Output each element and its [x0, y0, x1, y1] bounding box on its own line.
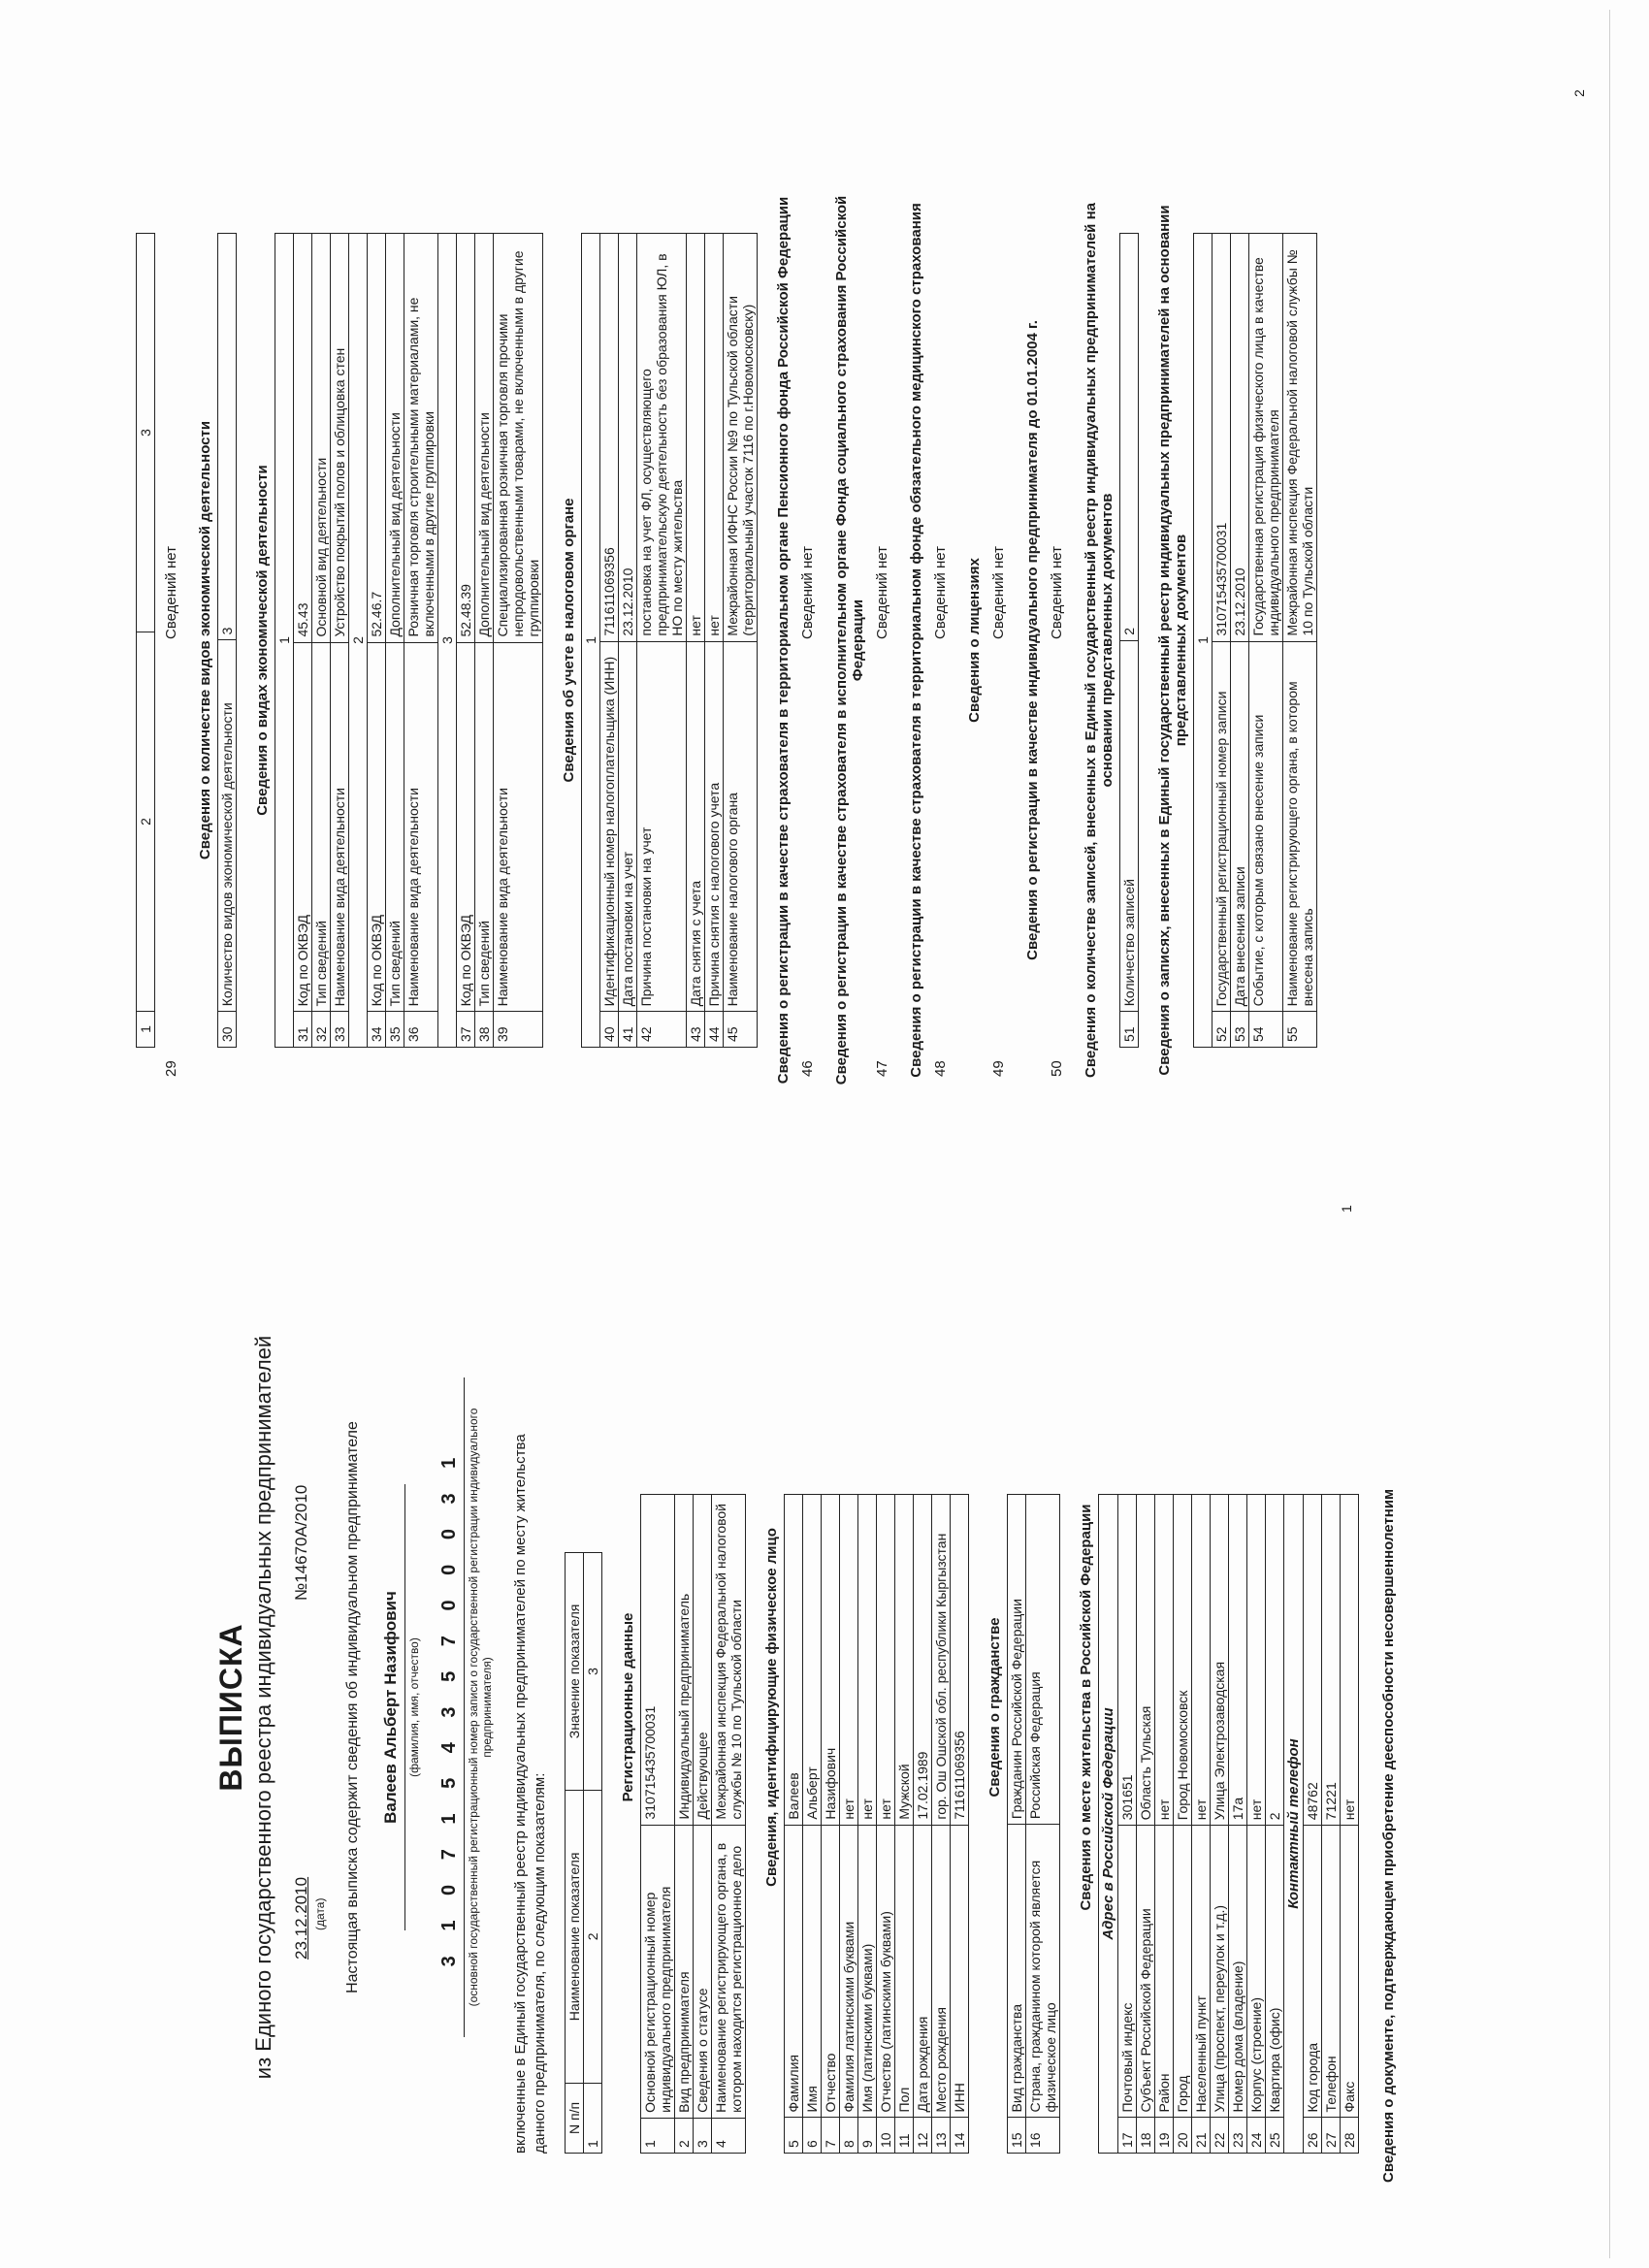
table-row: 25 Квартира (офис) 2 — [1265, 1495, 1283, 2154]
table-row: 52 Государственный регистрационный номер записи 310715435700031 — [1212, 234, 1231, 1048]
section-title-before-2004: Сведения о регистрации в качестве индивидуального предпринимателя до 01.01.2004 г. — [1024, 320, 1041, 960]
table-row: 53 Дата внесения записи 23.12.2010 — [1231, 234, 1249, 1048]
group-header: 1 — [1194, 234, 1212, 1048]
table-row: 5 Фамилия Валеев — [784, 1495, 802, 2154]
header-col-2: 2 — [137, 632, 155, 1012]
group-header: 1 — [582, 234, 600, 1048]
registration-table — [640, 1494, 746, 2154]
name-underline — [404, 1484, 405, 1930]
table-row: 40 Идентификационный номер налогоплательщика (ИНН) 711611069356 — [600, 234, 619, 1048]
records-table — [1193, 233, 1317, 1048]
row-46: 46 Сведений нет — [799, 546, 816, 1077]
row-48: 48 Сведений нет — [932, 546, 949, 1077]
table-row: 3 Сведения о статусе Действующее — [693, 1495, 711, 2154]
entrepreneur-name: Валеев Альберт Назифович — [381, 1591, 400, 1824]
table-row: 1 Основной регистрационный номер индивидуального предпринимателя 310715435700031 — [640, 1495, 674, 2154]
table-row: 9 Имя (латинскими буквами) нет — [857, 1495, 876, 2154]
table-row: 43 Дата снятия с учета нет — [687, 234, 705, 1048]
table-row: 6 Имя Альберт — [802, 1495, 821, 2154]
section-title-citizenship: Сведения о гражданстве — [986, 1617, 1003, 1798]
table-row: 21 Населенный пункт нет — [1191, 1495, 1210, 2154]
table-row: 8 Фамилия латинскими буквами нет — [839, 1495, 857, 2154]
legend-num-3: 3 — [583, 1553, 601, 1791]
date-row — [292, 1193, 337, 2221]
group-header: 3 — [438, 234, 457, 1048]
table-row: 35 Тип сведений Дополнительный вид деятельности — [386, 234, 404, 1048]
section-title-activities: Сведения о видах экономической деятельности — [254, 465, 271, 816]
table-row: 22 Улица (проспект, переулок и т.д.) Улица Электрозаводская — [1210, 1495, 1228, 2154]
table-row: 11 Пол Мужской — [894, 1495, 913, 2154]
section-title-medical: Сведения о регистрации в качестве страхователя в территориальном фонде обязательного медицинского страхования — [908, 203, 924, 1078]
table-row: 13 Место рождения гор. Ош Ошской обл. республики Кыргызстан — [931, 1495, 950, 2154]
header-col-3: 3 — [137, 234, 155, 632]
table-row: 42 Причина постановки на учет постановка на учет ФЛ, осуществляющего предпринимательскую деятельность без образования ЮЛ, в НО по месту жительства — [637, 234, 687, 1048]
row-47: 47 Сведений нет — [874, 546, 890, 1077]
section-title-registration: Регистрационные данные — [619, 1612, 636, 1802]
table-row: 39 Наименование вида деятельности Специализированная розничная торговля прочими непродовольственными товарами, не включенными в другие группировки — [494, 234, 543, 1048]
table-subheader: Контактный телефон — [1283, 1495, 1303, 2154]
section-title-licenses: Сведения о лицензиях — [966, 558, 983, 723]
document-number: №14670А/2010 — [292, 1484, 310, 1601]
table-row: 33 Наименование вида деятельности Устройство покрытий полов и облицовка стен — [331, 234, 349, 1048]
table-row: 36 Наименование вида деятельности Розничная торговля строительными материалами, не включенными в другие группировки — [404, 234, 438, 1048]
section-title-person: Сведения, идентифицирующие физическое лицо — [762, 1528, 780, 1887]
table-row: 51 Количество записей 2 — [1120, 234, 1139, 1048]
rotated-spread — [68, 58, 1600, 2221]
tax-table — [581, 233, 758, 1048]
document-subtitle: из Единого государственного реестра индивидуальных предпринимателей — [251, 1335, 275, 2080]
row-50: 50 Сведений нет — [1049, 546, 1065, 1077]
section-title-social: Сведения о регистрации в качестве страхователя в исполнительном органе Фонда социального страхования Российской Федерации — [833, 195, 866, 1085]
activity-count-table — [217, 233, 237, 1048]
table-row: 30 Количество видов экономической деятельности 3 — [218, 234, 237, 1048]
table-row: 24 Корпус (строение) нет — [1246, 1495, 1265, 2154]
records-count-table — [1119, 233, 1139, 1048]
name-caption: (фамилия, имя, отчество) — [407, 1637, 421, 1777]
column-legend-table — [565, 1552, 602, 2154]
table-row: 32 Тип сведений Основной вид деятельности — [312, 234, 331, 1048]
table-row: 15 Вид гражданства Гражданин Российской Федерации — [1007, 1495, 1025, 2154]
page-2 — [68, 78, 1600, 1106]
included-text: включенные в Единый государственный реестр индивидуальных предпринимателей по месту жительства данного предпринимателя, по следующим показателям: — [512, 1434, 549, 2154]
ogrnip-number: 3 1 0 7 1 5 4 3 5 7 0 0 0 3 1 — [438, 1447, 460, 1967]
section-title-records-count: Сведения о количестве записей, внесенных в Единый государственный реестр индивидуальных предпринимателей на основании представленных документов — [1083, 203, 1116, 1078]
table-row: 19 Район нет — [1154, 1495, 1173, 2154]
legend-col-name: Наименование показателя — [565, 1790, 583, 2083]
table-row: 17 Почтовый индекс 301651 — [1117, 1495, 1136, 2154]
table-row: 18 Субъект Российской Федерации Область Тульская — [1136, 1495, 1154, 2154]
section-title-records: Сведения о записях, внесенных в Единый государственный реестр индивидуальных предпринимателей на основании представленных документов — [1156, 205, 1189, 1076]
footer-note: Сведения о документе, подтверждающем приобретение дееспособности несовершеннолетним — [1379, 1488, 1397, 2183]
table-row: 10 Отчество (латинскими буквами) нет — [876, 1495, 894, 2154]
table-row: 41 Дата постановки на учет 23.12.2010 — [619, 234, 637, 1048]
date-caption: (дата) — [313, 1897, 327, 1930]
group-header: 1 — [275, 234, 294, 1048]
table-row: 44 Причина снятия с налогового учета нет — [705, 234, 724, 1048]
table-row: 7 Отчество Назифович — [821, 1495, 839, 2154]
ogrnip-caption: (основной государственный регистрационный номер записи о государственной регистрации индивидуального предпринимателя) — [464, 1377, 494, 2037]
section-title-pension: Сведения о регистрации в качестве страхователя в территориальном органе Пенсионного фонда Российской Федерации — [775, 196, 792, 1085]
intro-text: Настоящая выписка содержит сведения об индивидуальном предпринимателе — [344, 1421, 361, 1993]
header-col-1: 1 — [137, 1012, 155, 1048]
table-row: 54 Событие, с которым связано внесение записи Государственная регистрация физического лица в качестве индивидуального предпринимателя — [1249, 234, 1283, 1048]
table-row: 20 Город Город Новомосковск — [1173, 1495, 1191, 2154]
page-number-1: 1 — [1339, 1205, 1354, 1213]
extract-date: 23.12.2010 — [292, 1876, 310, 1960]
section-title-address: Сведения о месте жительства в Российской Федерации — [1077, 1504, 1094, 1911]
legend-col-value: Значение показателя — [565, 1553, 583, 1791]
table-row: 2 Вид предпринимателя Индивидуальный предприниматель — [674, 1495, 693, 2154]
table-subheader: Адрес в Российской Федерации — [1098, 1495, 1117, 2154]
page-1 — [68, 1193, 1600, 2221]
table-row: 16 Страна, гражданином которой является физическое лицо Российская Федерация — [1025, 1495, 1059, 2154]
table-row: 26 Код города 48762 — [1303, 1495, 1321, 2154]
table-row: 45 Наименование налогового органа Межрайонная ИФНС России №9 по Тульской области (территориальный участок 7116 по г.Новомосковску) — [724, 234, 758, 1048]
table-row: 14 ИНН 711611069356 — [950, 1495, 968, 2154]
table-row: 12 Дата рождения 17.02.1989 — [913, 1495, 931, 2154]
document-title: ВЫПИСКА — [213, 1623, 248, 1792]
table-row: 55 Наименование регистрирующего органа, в котором внесена запись Межрайонная инспекция Федеральной налоговой службы № 10 по Тульской области — [1283, 234, 1317, 1048]
section-title-activity-count: Сведения о количестве видов экономической деятельности — [197, 420, 213, 860]
legend-num-1: 1 — [583, 2083, 601, 2153]
table-row: 28 Факс нет — [1340, 1495, 1358, 2154]
table-row: 34 Код по ОКВЭД 52.46.7 — [368, 234, 386, 1048]
page-number-2: 2 — [1571, 89, 1587, 97]
person-table — [784, 1494, 969, 2154]
row-29: 29 Сведений нет — [163, 546, 179, 1077]
table-row: 23 Номер дома (владение) 17а — [1228, 1495, 1246, 2154]
column-header-table — [136, 233, 155, 1048]
table-row: 31 Код по ОКВЭД 45.43 — [294, 234, 312, 1048]
scan-edge — [1609, 10, 1639, 2258]
citizenship-table — [1007, 1494, 1060, 2154]
table-row: 37 Код по ОКВЭД 52.48.39 — [457, 234, 475, 1048]
address-table — [1098, 1494, 1359, 2154]
section-title-tax: Сведения об учете в налоговом органе — [561, 498, 577, 783]
table-row: 27 Телефон 71221 — [1321, 1495, 1340, 2154]
activities-table — [275, 233, 543, 1048]
table-row: 38 Тип сведений Дополнительный вид деятельности — [475, 234, 494, 1048]
group-header: 2 — [349, 234, 368, 1048]
table-row: 4 Наименование регистрирующего органа, в котором находится регистрационное дело Межрайонная инспекция Федеральной налоговой службы № 10 по Тульской области — [711, 1495, 745, 2154]
row-49: 49 Сведений нет — [990, 546, 1007, 1077]
legend-col-number: N п/п — [565, 2083, 583, 2153]
legend-num-2: 2 — [583, 1790, 601, 2083]
